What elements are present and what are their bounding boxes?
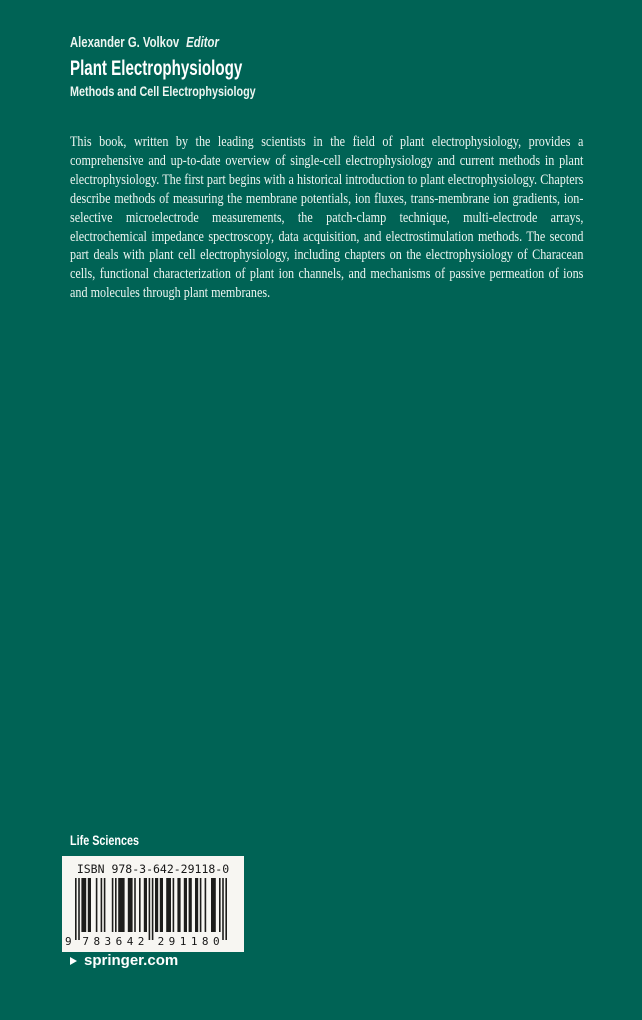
ean13-barcode — [62, 878, 244, 948]
svg-text:291180: 291180 — [157, 935, 220, 948]
svg-text:783642: 783642 — [82, 935, 145, 948]
book-description: This book, written by the leading scientists in the field of plant electrophysiology, provides a comprehensive and up-to-date overview of single-cell electrophysiology and current methods in plant electrophysiology. The first part begins with a historical introduction to plant electrophysiology. Chapters describe methods of measuring the membrane potentials, ion fluxes, trans-membrane ion gradients, ion-selective microelectrode measurements, the patch-clamp technique, multi-electrode arrays, electrochemical impedance spectroscopy, data acquisition, and electrostimulation methods. The second part deals with plant cell electrophysiology, including chapters on the electrophysiology of Characean cells, functional characterization of plant ion channels, and mechanisms of passive permeation of ions and molecules through plant membranes. — [70, 134, 584, 302]
author-role: Editor — [186, 35, 219, 51]
isbn-barcode-panel — [62, 856, 244, 952]
author-line — [70, 35, 261, 51]
author-name: Alexander G. Volkov — [70, 35, 180, 51]
book-subtitle: Methods and Cell Electrophysiology — [70, 83, 256, 99]
category-label: Life Sciences — [70, 833, 140, 848]
publisher-url: springer.com — [84, 952, 179, 969]
isbn-label: ISBN 978-3-642-29118-0 — [76, 862, 230, 876]
arrow-icon — [70, 957, 77, 965]
svg-text:9: 9 — [65, 935, 72, 948]
book-title: Plant Electrophysiology — [70, 57, 243, 80]
publisher-link — [70, 952, 178, 969]
